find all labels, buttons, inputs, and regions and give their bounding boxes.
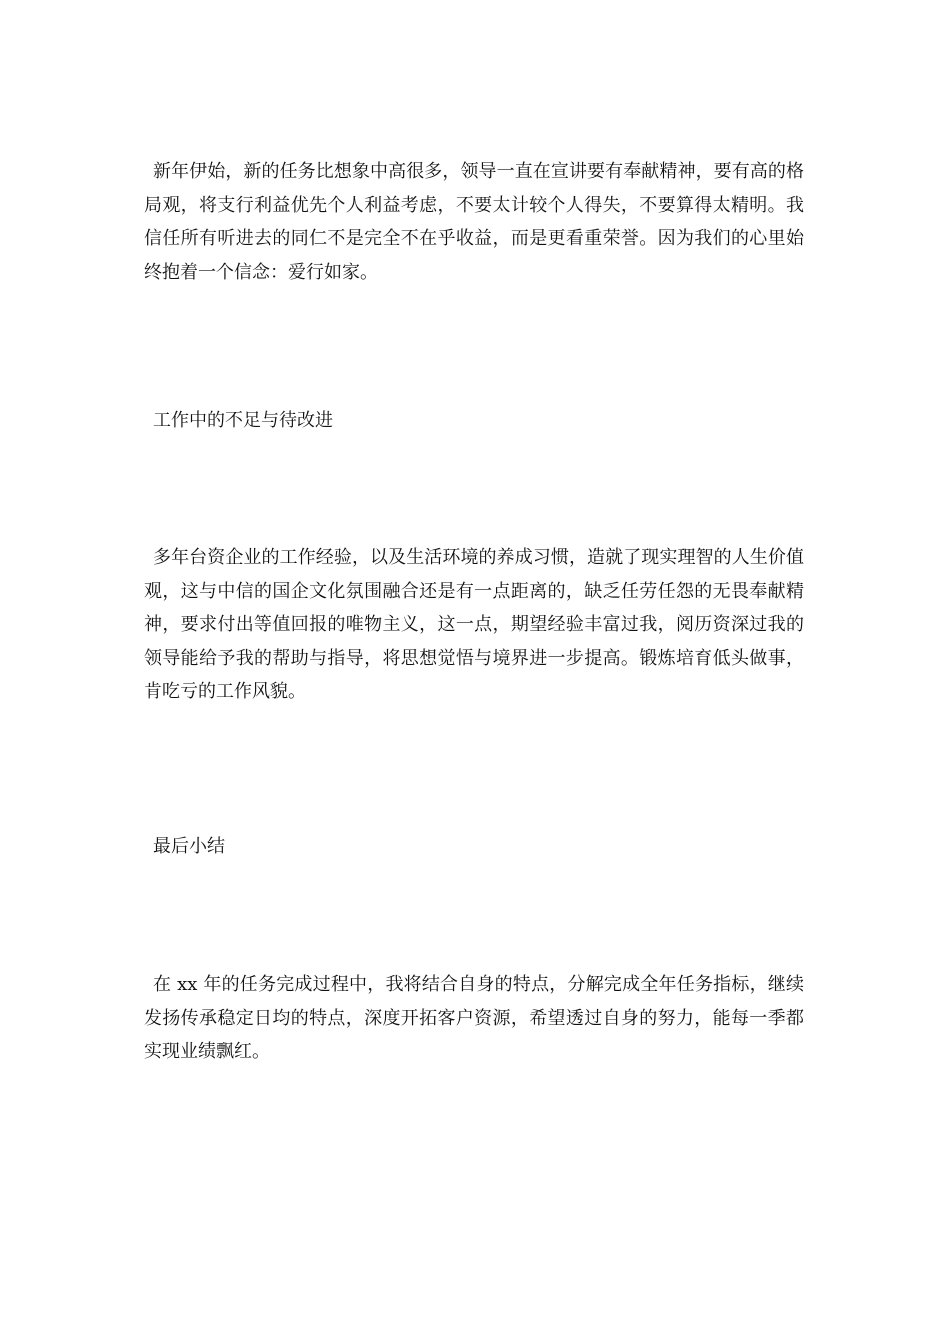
paragraph-new-year-tasks: 新年伊始，新的任务比想象中高很多，领导一直在宣讲要有奉献精神，要有高的格局观，将支行利益优先个人利益考虑，不要太计较个人得失，不要算得太精明。我信任所有听进去的同仁不是完全不在乎收益，而是更看重荣誉。因为我们的心里始终抱着一个信念：爱行如家。 (144, 161, 804, 283)
heading-summary: 最后小结 (153, 836, 225, 857)
heading-shortcomings: 工作中的不足与待改进 (153, 410, 333, 431)
paragraph-summary: 在 xx 年的任务完成过程中，我将结合自身的特点，分解完成全年任务指标，继续发扬传承稳定日均的特点，深度开拓客户资源，希望透过自身的努力，能每一季都实现业绩飘红。 (144, 974, 804, 1062)
paragraph-shortcomings: 多年台资企业的工作经验，以及生活环境的养成习惯，造就了现实理智的人生价值观，这与中信的国企文化氛围融合还是有一点距离的，缺乏任劳任怨的无畏奉献精神，要求付出等值回报的唯物主义，这一点，期望经验丰富过我，阅历资深过我的领导能给予我的帮助与指导，将思想觉悟与境界进一步提高。锻炼培育低头做事，肯吃亏的工作风貌。 (144, 547, 804, 702)
